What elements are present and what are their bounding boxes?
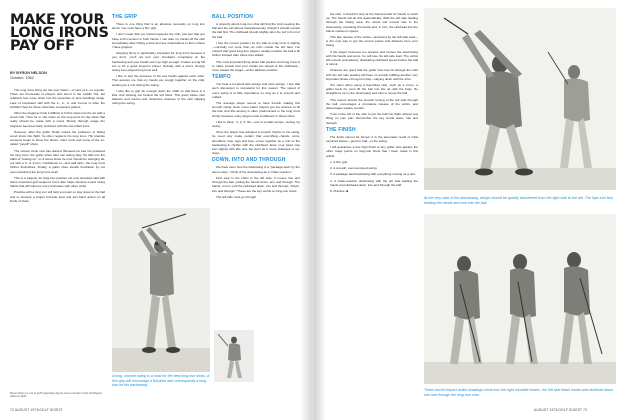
- paragraph: I also like to grip far enough down the shaft so that there is a little club sticking out behind the left hand. This gives better club balance and control and minimizes chances of the club slipping during the swing.: [112, 88, 205, 106]
- gutter-shadow: [300, 0, 312, 420]
- paragraph: However, after the golfer finally solves the problems of hitting wood shots into flight, he often neglects his long irons. His practice sessions begin to show the drives, short irons and some of the so-called "payoff" shots.: [10, 129, 105, 147]
- author-note: Byron Nelson is one of golf's legendary figures and a member of the Golf Digest Advisory Staff.: [10, 392, 102, 399]
- paragraph: The most important thing about ball position and long irons is to make certain that your hands are ahead of the clubhead—more toward the target—at the address position.: [212, 59, 300, 73]
- golfer-inset-photo: [214, 330, 254, 382]
- paragraph: First step in the chain is the left side. It moves into and through the ball, pulling the hands down, arm and through. The hands, in turn, pull the clubhead down, into and through. "Down, into and through." These are the key words on long-iron shots.: [212, 175, 300, 193]
- section-heading-tempo: TEMPO: [212, 74, 231, 81]
- paragraph: the shot. It shouldn't stop at the ball and wait for hands to catch up. The hands will do this automatically. With the left side leading through the hitting area, the wrists will uncock late in the downswing, exploding the hands and, in turn, the clubhead into the ball at maximum speed.: [326, 12, 418, 33]
- finish-list: [326, 160, 418, 193]
- paragraph: If the player becomes too anxious and rushes the downswing with his hands and arms, he will lose his left-side lead. The wrists will uncock prematurely, dissipating clubhead speed before the ball is struck.: [326, 49, 418, 67]
- paragraph: I don't mean that you should squeeze the club, just feel that you have a firm tension in both hands. I can take my hands off the club immediately after hitting a shot and see indentations in them where I have gripped.: [112, 32, 205, 50]
- photo-caption: A long, smooth swing is a must for the best long-iron shots. A firm grip will encourage a full pivot and consequently a long turn on the backswing.: [112, 374, 210, 388]
- right-column-1: [326, 12, 418, 195]
- golfer-downswing-photo: [424, 8, 616, 190]
- article-title: MAKE YOUR LONG IRONS PAY OFF: [10, 12, 109, 54]
- paragraph: I like to feel the pressure of the two hands against each other. This assures me that my hands are snugly together on the club, working as a unit during the swing.: [112, 74, 205, 87]
- paragraph: Trust in the loft of the club to put the ball into flight without any lifting on your part. Remember the key words down, into and through.: [326, 112, 418, 125]
- paragraph: Often the beginner finds it difficult to hit his shots into the air with a wood club. Thus he or she relies on the long irons for the shots that really should be made with a wood. Merely through usage the beginner becomes fairly proficient with the low-lofted irons.: [10, 111, 105, 128]
- list-item: 4. A chain-reaction downswing with the left side leading the hands and clubhead down, into and through the ball.: [330, 178, 418, 187]
- right-page: [314, 0, 626, 420]
- paragraph: Practice with a long iron will help you learn to stay down to the ball and to develop a proper left-side lead and arm-hand action on all kinds of shots.: [10, 190, 105, 203]
- paragraph: This late release of the wrists—produced by the left-side lead—is the only way to get the utmost power and distance from your swing.: [326, 35, 418, 48]
- list-item: 5. Practice. ■: [330, 188, 349, 193]
- paragraph: There is one thing that is an absolute necessity on long iron shots: You must have a firm grip.: [112, 22, 205, 31]
- top-photo-caption: At the very start of the downswing, weight should be quickly transferred from the right side to the left. The hips turn first, leading the hands and club into the ball.: [424, 196, 614, 205]
- list-item: 2. A smooth, even-tempoed swing.: [330, 166, 378, 171]
- paragraph: I like to think, "1, 2, 3, hit"—sort of a waltz tempo—during my swing.: [212, 119, 300, 129]
- paragraph: A properly struck long-iron shot will find the club meeting the ball and the turf almost instantaneously, though it should contact the ball first. The clubhead should slightly skim the turf in front of the ball.: [212, 22, 300, 39]
- section-heading-finish: THE FINISH: [326, 126, 356, 133]
- left-column-1: [10, 88, 105, 205]
- paragraph: This is a tragedy, for long-iron practice not only develops skill with these important golf weapons but it also helps develop sound swing habits that will improve one's technique with other clubs.: [10, 175, 105, 189]
- paragraph: This merely arrests the smooth turning of the left side through the ball, encourages a premature release of the wrists, and discourages square contact.: [326, 97, 418, 111]
- list-item: 3. A package-deal backswing with everything moving as a unit.: [330, 172, 416, 177]
- gutter-shadow: [314, 0, 326, 420]
- left-column-2: [112, 12, 205, 108]
- paragraph: I feel the correct position for the ball on long irons is slightly—normally not more than an inch—inside the left heel. I've noticed that good long-iron players usually position the ball a bit further forward than those less skilled.: [212, 40, 300, 58]
- dateline: October, 1962: [10, 76, 34, 80]
- impact-sequence-photo: [424, 214, 616, 384]
- section-heading-ball-position: BALL POSITION: [212, 14, 254, 20]
- paragraph: I will guarantee a fine high finish to any golfer who applies the other major points on long-iron shots that I have made in this article:: [326, 145, 418, 158]
- paragraph: The left side must go through: [216, 194, 257, 199]
- golfer-backswing-photo: [112, 208, 210, 372]
- page-folio-right: AUGUST 1973/GOLF DIGEST 73: [534, 408, 588, 412]
- paragraph: The finish cannot be forced. It is the automatic result of what occurred before—good or bad—in the swing.: [326, 134, 418, 144]
- byline: BY BYRON NELSON: [10, 71, 47, 75]
- paragraph: Gripping firmly is particularly important for long irons because if you don't, you'll not turn your shoulders completely on the backswing and your hands won't go high enough. It takes a long full arc to hit a good long-iron player. Nobody with a short, choppy swing ever played long irons well.: [112, 51, 205, 73]
- paragraph: The long irons bring out the real "class"—or lack of it—in a golfer. There are thousands of players who shoot in the middle 70s, but relatively few move down into the seventies or plus handicap range. Lack of consistent skill with the 1-, 2-, 3- and 4-irons is often the Achilles Heel for these otherwise competent golfers.: [10, 88, 105, 109]
- paragraph: The vicious circle now has started. Because he has not practiced his long irons, the golfer shies their use during play. He falls into the habit of "easing up" on 4-wood shots he now should be swinging all-out with a 3- or 3-iron. Confidence in—and skill with—the long irons further diminishes. Finally, a golfer often avoids frustration by not even practicing the long irons at all.: [10, 148, 105, 174]
- list-item: 1. A firm grip.: [330, 159, 349, 164]
- section-heading-grip: THE GRIP: [112, 14, 138, 20]
- paragraph: Once the player has adopted a smooth rhythm to his swing, he need only make certain that everything—hands, arms, shoulders, hips, legs and feet—move together as a unit on the backswing in rhythm with the clubhead. Even your head may turn slightly with this unit, but don't let it move sideways or up-down.: [212, 130, 300, 156]
- paragraph: We have seen how the backswing is a "package deal" by the same token, I think of the downswing as a "chain reaction.": [212, 165, 300, 174]
- bottom-photo-caption: Three correct impact action drawings show how the right shoulder lowers, the left side leads hands and clubhead down, into and through the long-iron shot.: [424, 388, 614, 397]
- left-page: [0, 0, 312, 420]
- paragraph: Chances are good that the golfer who has hit through the shot with the left side leading will have no trouble fulfilling another very important phase of long-iron play—staying down with the shot.: [326, 68, 418, 81]
- paragraph: The average player seems to have trouble making this smooth swing. Even some better players get too anxious to hit the ball. And this anxiety is often predominant in the long irons simply because many players lack confidence in these clubs.: [212, 101, 300, 118]
- page-folio-left: 72 AUGUST 1973/GOLF DIGEST: [10, 408, 63, 412]
- paragraph: Too often when using a few-lofted club, such as a 2-iron, a golfer feels he must lift the ball into the air with his body. He straightens up on the downswing and tries to scoop the ball.: [326, 83, 418, 96]
- section-heading-down-into-through: DOWN, INTO AND THROUGH: [212, 157, 286, 164]
- paragraph: You hear a lot about fast swings and slow swings. I feel that such discussion is immaterial for this reason: The speed of one's swing is of little importance so long as it is smooth and unified.: [212, 82, 300, 99]
- left-column-3: [212, 12, 300, 201]
